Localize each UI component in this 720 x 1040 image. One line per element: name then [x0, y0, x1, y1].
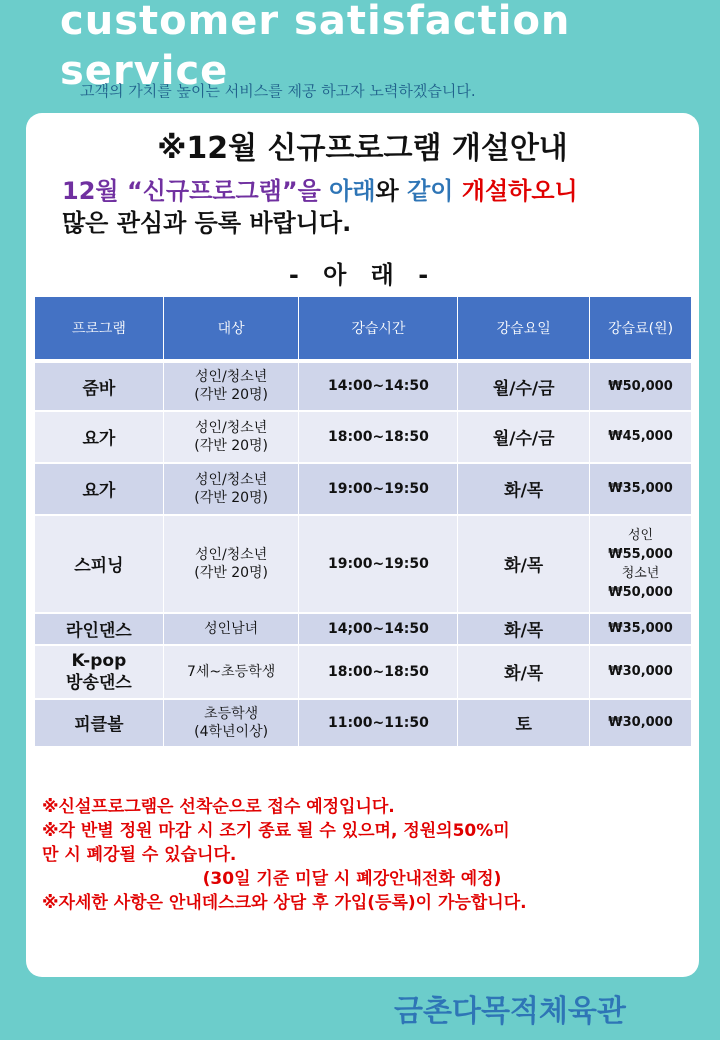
class-time: 11:00~11:50	[299, 699, 458, 747]
class-days: 화/목	[458, 645, 590, 699]
class-fee	[590, 411, 692, 463]
target-cell	[163, 463, 299, 515]
table-row	[35, 361, 692, 411]
target-cell	[163, 613, 299, 645]
target-cell	[163, 645, 299, 699]
intro-text-1: 12월 “신규프로그램”을	[62, 177, 330, 205]
fee-line: ₩35,000	[608, 621, 673, 636]
intro-text-5: 개설하오니	[453, 177, 578, 205]
table-row	[35, 463, 692, 515]
class-fee	[590, 515, 692, 613]
class-fee	[590, 613, 692, 645]
organization-name: 금촌다목적체육관	[394, 994, 626, 1029]
column-header-days: 강습요일	[458, 297, 590, 361]
class-days: 화/목	[458, 463, 590, 515]
program-name: 라인댄스	[35, 613, 164, 645]
target-line: 초등학생	[204, 705, 259, 722]
target-line: 성인/청소년	[194, 471, 268, 488]
table-row	[35, 411, 692, 463]
intro-text-2: 아래	[329, 177, 376, 205]
note-line: 만 시 폐강될 수 있습니다.	[42, 845, 237, 865]
target-line: 성인남녀	[204, 620, 259, 637]
target-cell	[163, 515, 299, 613]
column-header-fee: 강습료(원)	[590, 297, 692, 361]
class-fee	[590, 361, 692, 411]
program-name-line: K-pop	[71, 650, 127, 671]
target-line: (각반 20명)	[194, 387, 268, 403]
target-line: (4학년이상)	[194, 723, 269, 740]
fee-line: ₩55,000	[608, 546, 673, 562]
note-line: ※각 반별 정원 마감 시 조기 종료 될 수 있으며, 정원의50%미	[42, 821, 510, 841]
header-title: customer satisfaction service	[60, 0, 571, 94]
class-time: 19:00~19:50	[299, 463, 458, 515]
table-row	[35, 699, 692, 747]
note-line: (30일 기준 미달 시 폐강안내전화 예정)	[202, 869, 502, 889]
class-time: 18:00~18:50	[299, 645, 458, 699]
class-days: 월/수/금	[458, 361, 590, 411]
fee-line: ₩35,000	[608, 481, 673, 496]
class-days: 화/목	[458, 515, 590, 613]
table-header-row	[35, 297, 692, 361]
class-time: 14;00~14:50	[299, 613, 458, 645]
target-cell	[163, 411, 299, 463]
fee-line: 청소년	[621, 565, 660, 581]
notice-intro	[62, 175, 578, 239]
program-name: 요가	[35, 463, 164, 515]
column-header-time: 강습시간	[299, 297, 458, 361]
target-line: 7세~초등학생	[186, 663, 276, 680]
note-line: ※자세한 사항은 안내데스크와 상담 후 가입(등록)이 가능합니다.	[42, 893, 527, 913]
target-line: (각반 20명)	[194, 437, 268, 454]
class-fee	[590, 463, 692, 515]
notice-card	[26, 113, 699, 977]
target-line: 성인/청소년	[194, 546, 268, 563]
target-line: 성인/청소년	[194, 369, 268, 385]
class-time: 18:00~18:50	[299, 411, 458, 463]
note-line: ※신설프로그램은 선착순으로 접수 예정입니다.	[42, 797, 395, 817]
intro-text-line2: 많은 관심과 등록 바랍니다.	[62, 209, 352, 237]
table-row	[35, 613, 692, 645]
fee-line: ₩30,000	[608, 664, 673, 679]
fee-line: ₩50,000	[608, 584, 673, 600]
column-header-program: 프로그램	[35, 297, 164, 361]
notice-title: ※12월 신규프로그램 개설안내	[157, 131, 568, 166]
intro-text-3: 와	[375, 177, 408, 205]
table-row	[35, 515, 692, 613]
fee-line: ₩30,000	[608, 715, 673, 731]
program-name: 피클볼	[35, 699, 164, 747]
class-fee	[590, 645, 692, 699]
table-row	[35, 645, 692, 699]
fee-line: ₩50,000	[608, 378, 673, 394]
fee-line: 성인	[627, 527, 654, 543]
class-days: 월/수/금	[458, 411, 590, 463]
class-days: 토	[458, 699, 590, 747]
target-line: (각반 20명)	[194, 564, 268, 581]
column-header-target: 대상	[163, 297, 299, 361]
intro-text-4: 같이	[407, 177, 454, 205]
schedule-table	[34, 296, 692, 747]
program-name: 줌바	[35, 361, 164, 411]
target-line: (각반 20명)	[194, 489, 268, 506]
section-heading: - 아 래 -	[288, 261, 437, 289]
program-name	[35, 645, 164, 699]
notes-section	[42, 795, 692, 915]
fee-line: ₩45,000	[608, 429, 673, 444]
target-cell	[163, 361, 299, 411]
class-time: 19:00~19:50	[299, 515, 458, 613]
header-subtitle: 고객의 가치를 높이는 서비스를 제공 하고자 노력하겠습니다.	[80, 82, 476, 100]
program-name: 요가	[35, 411, 164, 463]
class-days: 화/목	[458, 613, 590, 645]
target-cell	[163, 699, 299, 747]
program-name: 스피닝	[35, 515, 164, 613]
target-line: 성인/청소년	[194, 419, 268, 436]
class-fee	[590, 699, 692, 747]
program-name-line: 방송댄스	[66, 672, 132, 693]
class-time: 14:00~14:50	[299, 361, 458, 411]
